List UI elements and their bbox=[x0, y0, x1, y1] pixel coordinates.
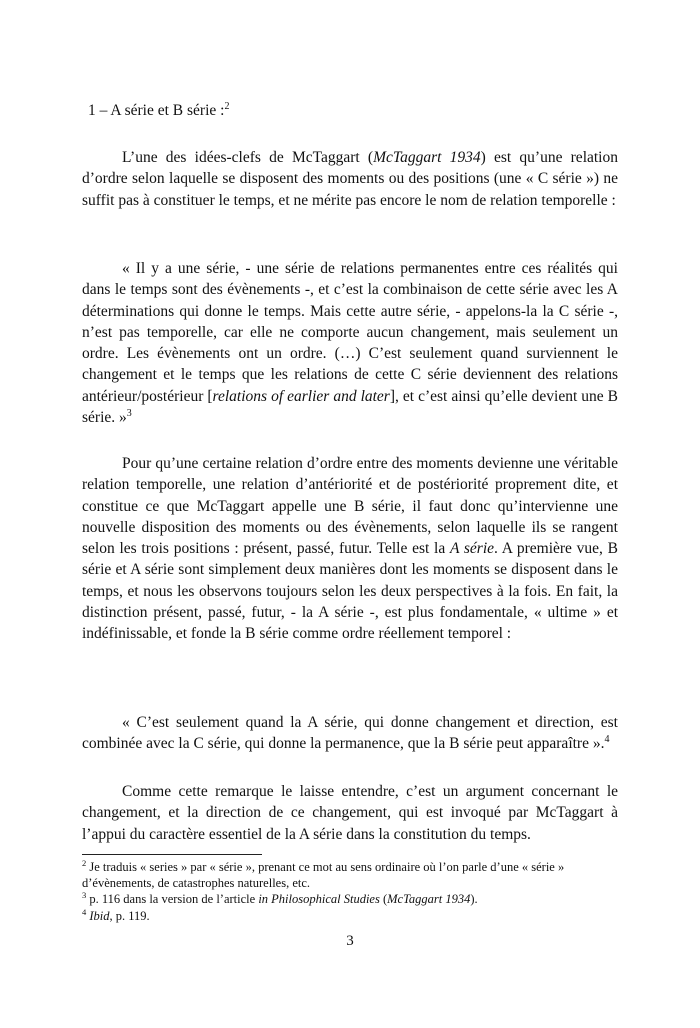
term-a-serie: A série bbox=[449, 540, 495, 558]
paragraph-argument: Comme cette remarque le laisse entendre, c’est un argument concernant le changement, et la direction de ce changement, qui est invoqué par McTaggart à l’appui du caractère essentiel de la A série dans la constitution du temps. bbox=[82, 783, 618, 843]
page-number: 3 bbox=[346, 933, 354, 949]
footnote-divider bbox=[82, 854, 262, 855]
section-heading: 1 – A série et B série :$^2$ bbox=[88, 100, 230, 119]
citation: McTaggart 1934 bbox=[373, 149, 481, 166]
footnote-4: $^4$ Ibid, p. 119. bbox=[82, 906, 150, 923]
paragraph-a-serie: Pour qu’une certaine relation d’ordre entre des moments devienne une véritable relation temporelle, une relation d’antériorité et de postériorité proprement dite, et constitue ce que McTaggart appelle une B série, il faut donc qu’intervienne une nouvelle disposition des moments ou des évènements, selon laquelle ils se rangent selon les trois positions : présent, passé, futur. Telle est la A série. A première vue, B série et A série sont simplement deux manières dont les moments se disposent dans le temps, et nous les observons toujours selon les deux perspectives à la fois. En fait, la distinction présent, passé, futur, - la A série -, est plus fondamentale, « ultime » et indéfinissable, et fonde la B série comme ordre réellement temporel : bbox=[82, 455, 618, 643]
footnote-2: $^2$ Je traduis « series » par « série », prenant ce mot au sens ordinaire où l’on parle d’une « série » d’évènements, de catastrophes naturelles, etc. bbox=[82, 857, 565, 890]
paragraph-intro: L’une des idées-clefs de McTaggart (McTaggart 1934) est qu’une relation d’ordre selon laquelle se disposent des moments ou des positions (une « C série ») ne suffit pas à constituer le temps, et ne mérite pas encore le nom de relation temporelle : bbox=[82, 149, 618, 209]
quote-block-2: « C’est seulement quand la A série, qui donne changement et direction, est combinée avec la C série, qui donne la permanence, que la B série peut apparaître ».$^4$ bbox=[82, 714, 618, 753]
footnote-ref-3[interactable]: 3 bbox=[126, 407, 132, 419]
quote-block-1: « Il y a une série, - une série de relations permanentes entre ces réalités qui dans le temps sont des évènements -, et c’est la combinaison de cette série avec les A déterminations qui donne le temps. Mais cette autre série, - appelons-la la C série -, n’est pas temporelle, car elle ne comporte aucun changement, mais seulement un ordre. Les évènements ont un ordre. (…) C’est seulement quand surviennent le changement et le temps que les relations de cette C série deviennent des relations antérieur/postérieur [relations of earlier and later], et c’est ainsi qu’elle devient une B série. »$^3$ bbox=[82, 260, 618, 427]
quote-italic: relations of earlier and later bbox=[212, 387, 390, 405]
footnote-ref-4[interactable]: 4 bbox=[604, 734, 610, 746]
footnote-ref-2[interactable]: 2 bbox=[224, 100, 230, 112]
footnote-3: $^3$ p. 116 dans la version de l’article in Philosophical Studies (McTaggart 1934). bbox=[82, 889, 478, 906]
